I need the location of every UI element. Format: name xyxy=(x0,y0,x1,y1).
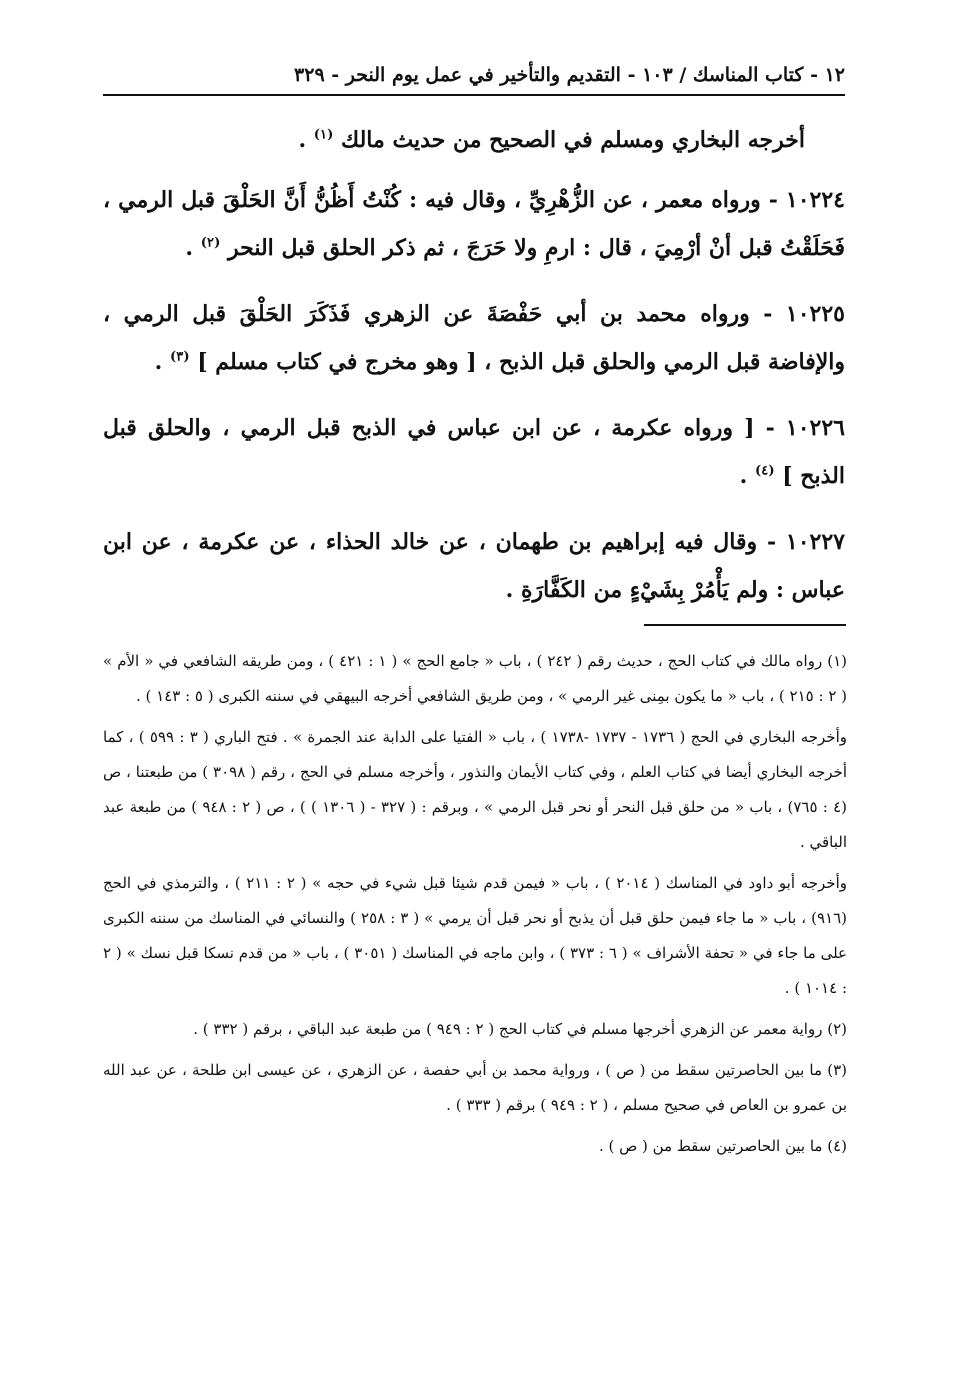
footnote: وأخرجه أبو داود في المناسك ( ٢٠١٤ ) ، باب « فيمن قدم شيئا قبل شيء في حجه » ( ٢ : ٢١١ ) ، والترمذي في الحج (٩١٦) ، باب « ما جاء فيمن حلق قبل أن يذبح أو نحر قبل أن يرمي » ( ٣ : ٢٥٨ ) والنسائي في المناسك من سننه الكبرى على ما جاء في « تحفة الأشراف » ( ٦ : ٣٧٣ ) ، وابن ماجه في المناسك ( ٣٠٥١ ) ، باب « من قدم نسكا قبل نسك » ( ٢ : ١٠١٤ ) . xyxy=(103,874,848,997)
footnote: (٣) ما بين الحاصرتين سقط من ( ص ) ، ورواية محمد بن أبي حفصة ، عن الزهري ، عن عيسى ابن طلحة ، عن عبد الله بن عمرو بن العاص في صحيح مسلم ، ( ٢ : ٩٤٩ ) برقم ( ٣٣٣ ) . xyxy=(103,1061,847,1114)
footnote-ref: (٣) xyxy=(169,349,190,365)
footnote: (٢) رواية معمر عن الزهري أخرجها مسلم في كتاب الحج ( ٢ : ٩٤٩ ) من طبعة عبد الباقي ، برقم ( ٣٣٢ ) . xyxy=(193,1020,847,1038)
hadith-number: ١٠٢٢٤ xyxy=(785,187,845,213)
hadith-number: ١٠٢٢٥ xyxy=(785,301,845,327)
footnote: وأخرجه البخاري في الحج ( ١٧٣٦ - ١٧٣٧ -١٧٣٨ ) ، باب « الفتيا على الدابة عند الجمرة » . فتح الباري ( ٣ : ٥٩٩ ) ، كما أخرجه البخاري أيضا في كتاب العلم ، وفي كتاب الأيمان والنذور ، وأخرجه مسلم في الحج ، رقم ( ٣٠٩٨ ) من طبعتنا ، ص (٤ : ٧٦٥) ، باب « من حلق قبل النحر أو نحر قبل الرمي » ، وبرقم : ( ٣٢٧ - ( ١٣٠٦ ) ) ، ص ( ٢ : ٩٤٨ ) من طبعة عبد الباقي . xyxy=(103,728,848,851)
intro-text: أخرجه البخاري ومسلم في الصحيح من حديث مالك xyxy=(341,127,805,153)
intro-paragraph: أخرجه البخاري ومسلم في الصحيح من حديث مالك $^{(١)}$ . xyxy=(298,127,805,153)
footnote-separator xyxy=(644,624,846,626)
hadith-text: - [ ورواه عكرمة ، عن ابن عباس في الذبح قبل الرمي ، والحلق قبل الذبح ] xyxy=(103,415,845,489)
footnote-ref: (١) xyxy=(313,127,334,143)
footnote: (٤) ما بين الحاصرتين سقط من ( ص ) . xyxy=(599,1137,847,1155)
hadith-number: ١٠٢٢٧ xyxy=(785,529,845,555)
hadith-item xyxy=(103,404,845,500)
hadith-number: ١٠٢٢٦ xyxy=(785,415,845,441)
hadith-end: . xyxy=(154,349,163,375)
hadith-text: - ورواه محمد بن أبي حَفْصَةَ عن الزهري فَذَكَرَ الحَلْقَ قبل الرمي ، والإفاضة قبل الرمي والحلق قبل الذبح ، [ وهو مخرج في كتاب مسلم ] xyxy=(103,301,845,375)
footnote-ref: (٢) xyxy=(200,235,221,251)
hadith-text: - ورواه معمر ، عن الزُّهْرِيِّ ، وقال فيه : كُنْتُ أَظُنُّ أَنَّ الحَلْقَ قبل الرمي ، فَحَلَقْتُ قبل أنْ أرْمِيَ ، قال : ارمِ ولا حَرَجَ ، ثم ذكر الحلق قبل النحر xyxy=(103,187,845,261)
hadith-item xyxy=(103,176,845,272)
hadith-end: . xyxy=(185,235,194,261)
hadith-item xyxy=(103,290,845,386)
hadith-end: . xyxy=(739,463,748,489)
hadith-text: - وقال فيه إبراهيم بن طهمان ، عن خالد الحذاء ، عن عكرمة ، عن ابن عباس : ولم يَأْمُرْ بِشَيْءٍ من الكَفَّارَةِ . xyxy=(103,529,845,603)
footnote: (١) رواه مالك في كتاب الحج ، حديث رقم ( ٢٤٢ ) ، باب « جامع الحج » ( ١ : ٤٢١ ) ، ومن طريقه الشافعي في « الأم » ( ٢ : ٢١٥ ) ، باب « ما يكون بمِنى غير الرمي » ، ومن طريق الشافعي أخرجه البيهقي في سننه الكبرى ( ٥ : ١٤٣ ) . xyxy=(103,652,847,705)
hadith-item xyxy=(103,518,845,614)
running-header: ١٢ - كتاب المناسك / ١٠٣ - التقديم والتأخير في عمل يوم النحر - ٣٢٩ xyxy=(103,60,845,96)
main-text xyxy=(103,116,845,632)
footnote-ref: (٤) xyxy=(754,463,775,479)
footnotes xyxy=(103,644,847,1170)
